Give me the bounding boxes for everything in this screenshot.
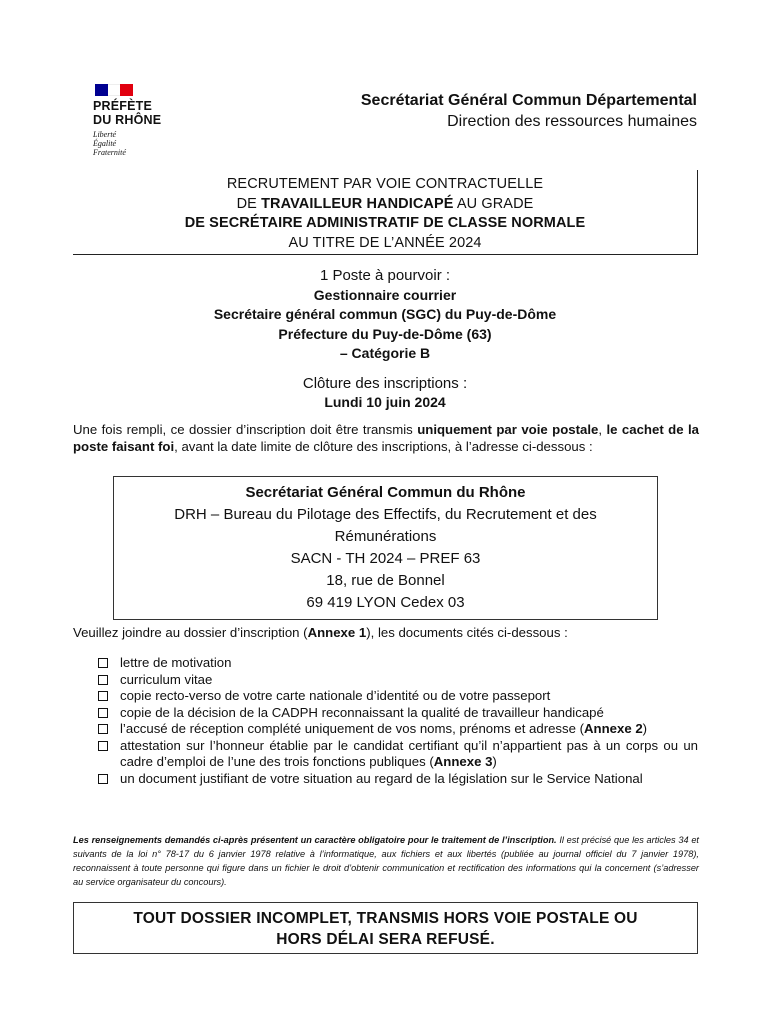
header-organization: [361, 91, 697, 133]
checkbox-icon: [98, 675, 108, 685]
checkbox-icon: [98, 741, 108, 751]
checkbox-icon: [98, 658, 108, 668]
logo-name-line2: DU RHÔNE: [93, 113, 162, 127]
warning-line-1: TOUT DOSSIER INCOMPLET, TRANSMIS HORS VOIE POSTALE OU: [133, 910, 638, 927]
position-job: Gestionnaire courrier: [313, 286, 457, 303]
recruitment-title-block: [73, 170, 698, 255]
warning-line-2: HORS DÉLAI SERA REFUSÉ.: [276, 931, 495, 948]
attachments-intro: Veuillez joindre au dossier d’inscription (Annexe 1), les documents cités ci-dessous :: [73, 625, 568, 640]
address-line-4: SACN - TH 2024 – PREF 63: [290, 550, 481, 567]
position-details: [73, 266, 697, 364]
position-count: 1 Poste à pourvoir :: [319, 267, 451, 284]
logo-name: [93, 99, 203, 127]
position-service: Secrétaire général commun (SGC) du Puy-de-Dôme: [213, 306, 557, 322]
title-line-3: DE SECRÉTAIRE ADMINISTRATIF DE CLASSE NORMALE: [184, 215, 586, 231]
checklist-item: curriculum vitae: [98, 672, 698, 689]
address-line-1: Secrétariat Général Commun du Rhône: [245, 484, 526, 501]
motto-egalite: Égalité: [93, 139, 117, 148]
title-line-1: RECRUTEMENT PAR VOIE CONTRACTUELLE: [226, 176, 544, 192]
checklist-item: copie recto-verso de votre carte nationale d’identité ou de votre passeport: [98, 688, 698, 705]
mailing-address-box: [113, 476, 658, 620]
checklist-item: un document justifiant de votre situation au regard de la législation sur le Service National: [98, 771, 698, 788]
address-line-5: 18, rue de Bonnel: [326, 572, 445, 589]
title-line-2: DE TRAVAILLEUR HANDICAPÉ AU GRADE: [236, 195, 534, 212]
closing-date: Lundi 10 juin 2024: [324, 394, 446, 410]
submission-instructions: Une fois rempli, ce dossier d’inscription doit être transmis uniquement par voie postale, le cachet de la poste faisant foi, avant la date limite de clôture des inscriptions, à l’adresse ci-dessous :: [73, 422, 699, 454]
address-line-2: DRH – Bureau du Pilotage des Effectifs, du Recrutement et des: [174, 506, 597, 523]
address-line-6: 69 419 LYON Cedex 03: [306, 594, 465, 611]
marianne-flag-icon: [95, 84, 133, 96]
checklist-item: lettre de motivation: [98, 655, 698, 672]
org-title: Secrétariat Général Commun Départemental: [360, 92, 697, 109]
org-department: Direction des ressources humaines: [447, 113, 697, 130]
document-checklist: [98, 655, 698, 787]
motto-liberte: Liberté: [93, 130, 117, 139]
logo-name-line1: PRÉFÈTE: [93, 99, 153, 113]
checkbox-icon: [98, 691, 108, 701]
logo-motto: [93, 130, 203, 157]
checklist-item: l’accusé de réception complété uniquement de vos noms, prénoms et adresse (Annexe 2): [98, 721, 698, 738]
checklist-item: attestation sur l’honneur établie par le candidat certifiant qu’il n’appartient pas à un corps ou un cadre d’emploi de l’une des trois fonctions publiques (Annexe 3): [98, 738, 698, 771]
legal-notice: Les renseignements demandés ci-après présentent un caractère obligatoire pour le traitement de l’inscription. Il est précisé que les articles 34 et suivants de la loi n° 78-17 du 6 janvier 1978 relative à l’informatique, aux fichiers et aux libertés (publiée au journal officiel du 7 janvier 1978), reconnaissent à toute personne qui figure dans un fichier le droit d’obtenir communication et rectification des informations qui la concernent (s’adresser au service organisateur du concours).: [73, 835, 699, 887]
address-line-3: Rémunérations: [334, 528, 437, 545]
prefecture-logo: [93, 84, 203, 157]
closing-date-section: [73, 374, 697, 411]
position-category: – Catégorie B: [339, 345, 431, 361]
checkbox-icon: [98, 724, 108, 734]
title-line-4: AU TITRE DE L’ANNÉE 2024: [288, 234, 482, 251]
closing-label: Clôture des inscriptions :: [302, 375, 468, 392]
motto-fraternite: Fraternité: [93, 148, 126, 157]
warning-box: [73, 902, 698, 954]
checkbox-icon: [98, 774, 108, 784]
checkbox-icon: [98, 708, 108, 718]
position-location: Préfecture du Puy-de-Dôme (63): [278, 325, 492, 342]
checklist-item: copie de la décision de la CADPH reconnaissant la qualité de travailleur handicapé: [98, 705, 698, 722]
